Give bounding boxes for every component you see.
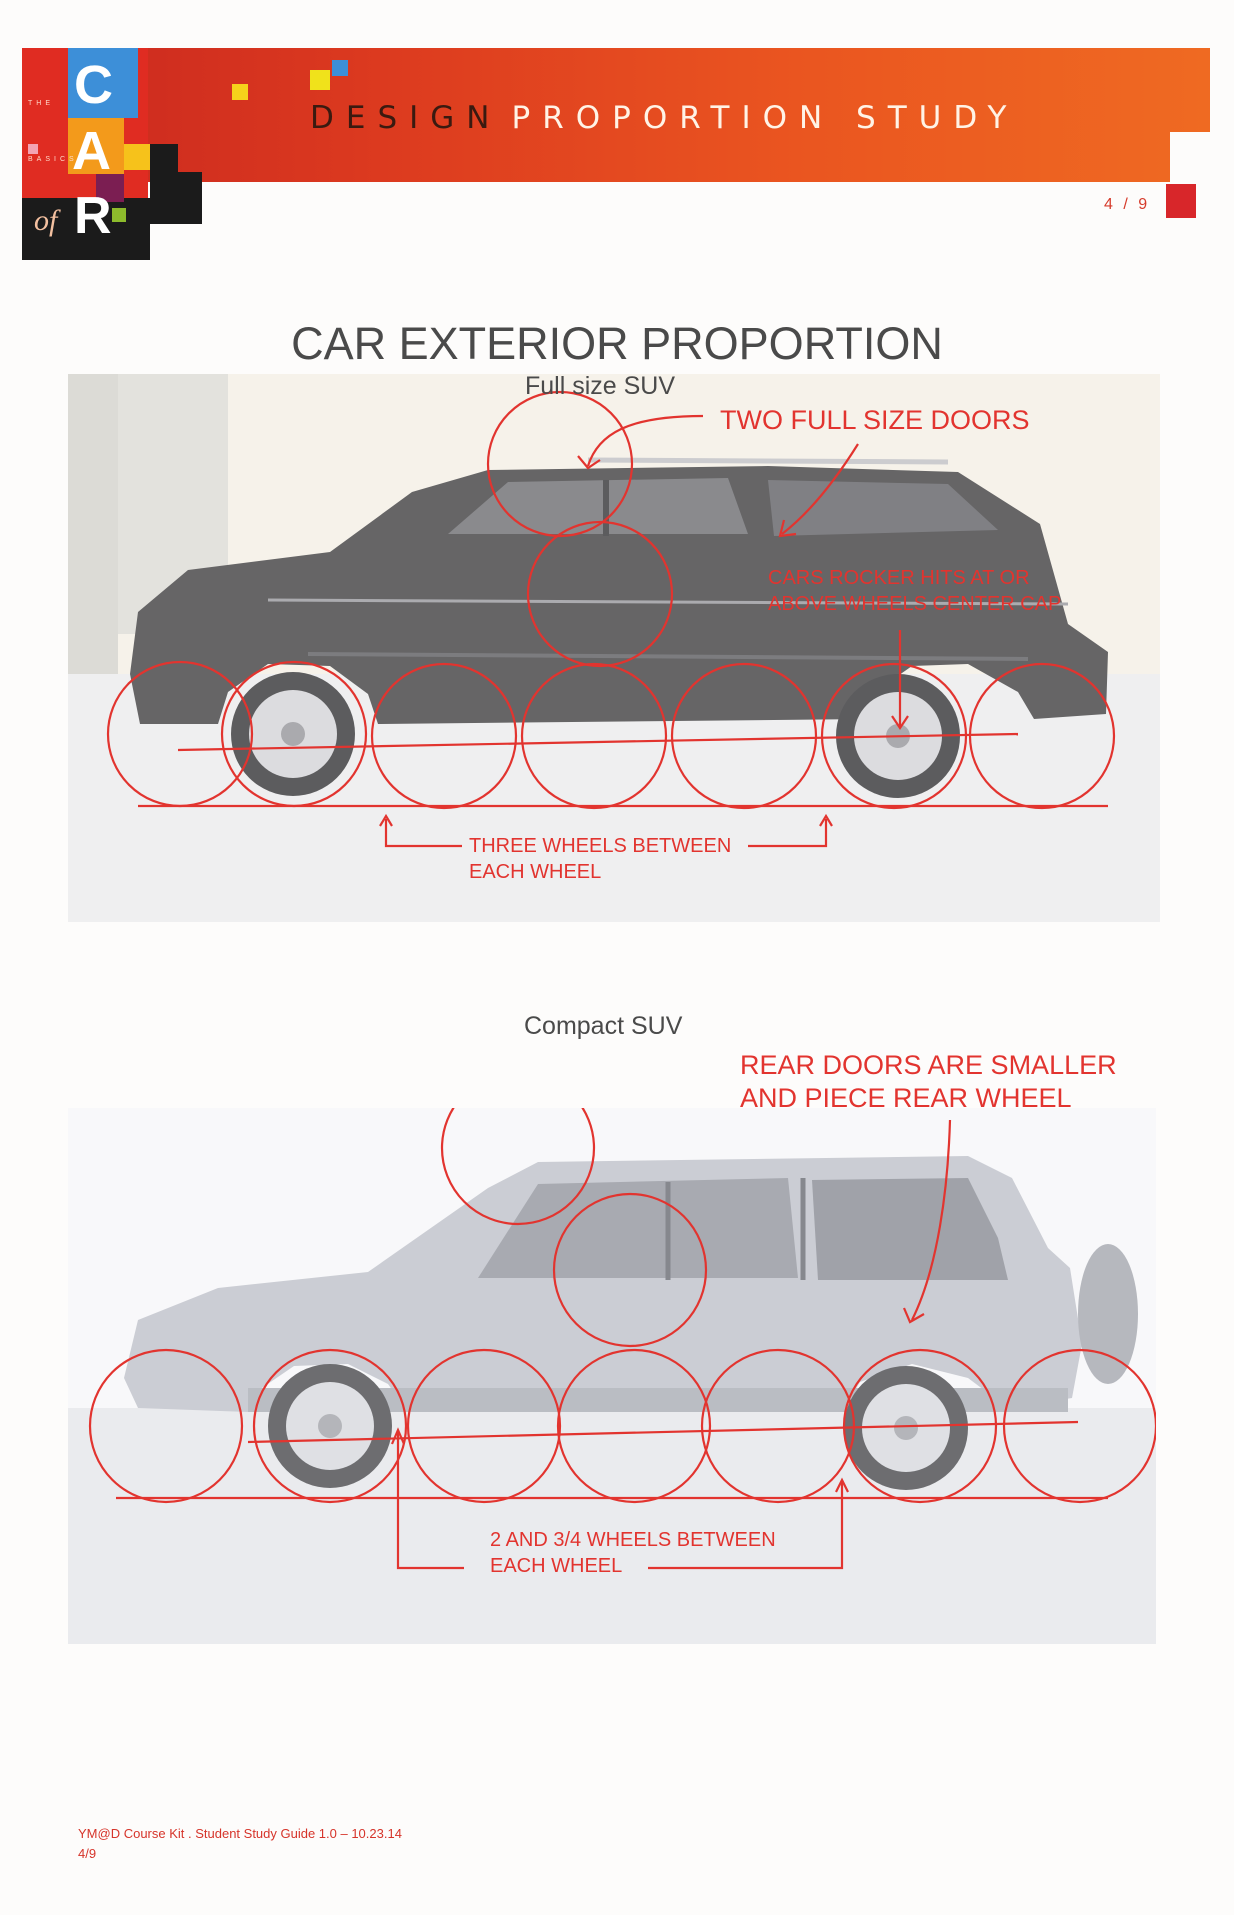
annotation-two-and-three-quarter-wheels-line1: 2 AND 3/4 WHEELS BETWEEN bbox=[490, 1529, 776, 1551]
annotation-three-wheels-line1: THREE WHEELS BETWEEN bbox=[469, 835, 732, 857]
annotation-two-and-three-quarter-wheels-line2: EACH WHEEL bbox=[490, 1555, 623, 1577]
annotation-rocker-line1: CARS ROCKER HITS AT OR bbox=[768, 567, 1030, 589]
annotation-three-wheels-line2: EACH WHEEL bbox=[469, 861, 602, 883]
annotation-rear-doors-line1: REAR DOORS ARE SMALLER bbox=[740, 1050, 1117, 1080]
logo-letter-a: A bbox=[72, 121, 111, 181]
banner-title-study: PROPORTION STUDY bbox=[511, 100, 1019, 136]
logo-small-the: THE bbox=[28, 100, 54, 107]
logo-small-basics: BASICS bbox=[28, 156, 78, 163]
footer bbox=[78, 1824, 402, 1864]
logo-letter-r: R bbox=[74, 187, 112, 245]
logo-letter-c: C bbox=[74, 55, 113, 115]
page-indicator: 4 / 9 bbox=[1104, 196, 1151, 213]
logo-small-of: of bbox=[34, 204, 58, 237]
page-title: CAR EXTERIOR PROPORTION bbox=[291, 318, 943, 369]
compact-suv-label: Compact SUV bbox=[524, 1012, 683, 1040]
car-logo bbox=[22, 48, 202, 260]
annotation-rear-doors-line2: AND PIECE REAR WHEEL bbox=[740, 1083, 1072, 1113]
annotation-rocker-line2: ABOVE WHEELS CENTER CAP bbox=[768, 593, 1062, 615]
banner-title bbox=[310, 100, 1018, 136]
annotation-two-full-size-doors: TWO FULL SIZE DOORS bbox=[720, 405, 1030, 435]
footer-page-number: 4/9 bbox=[78, 1846, 97, 1861]
full-size-suv-label: Full size SUV bbox=[525, 372, 676, 400]
page-marker-square bbox=[1166, 184, 1196, 218]
banner-title-design: DESIGN bbox=[310, 100, 502, 136]
banner-notch bbox=[1170, 132, 1210, 182]
footer-course-kit: YM@D Course Kit . Student Study Guide 1.0 – 10.23.14 bbox=[78, 1826, 402, 1841]
